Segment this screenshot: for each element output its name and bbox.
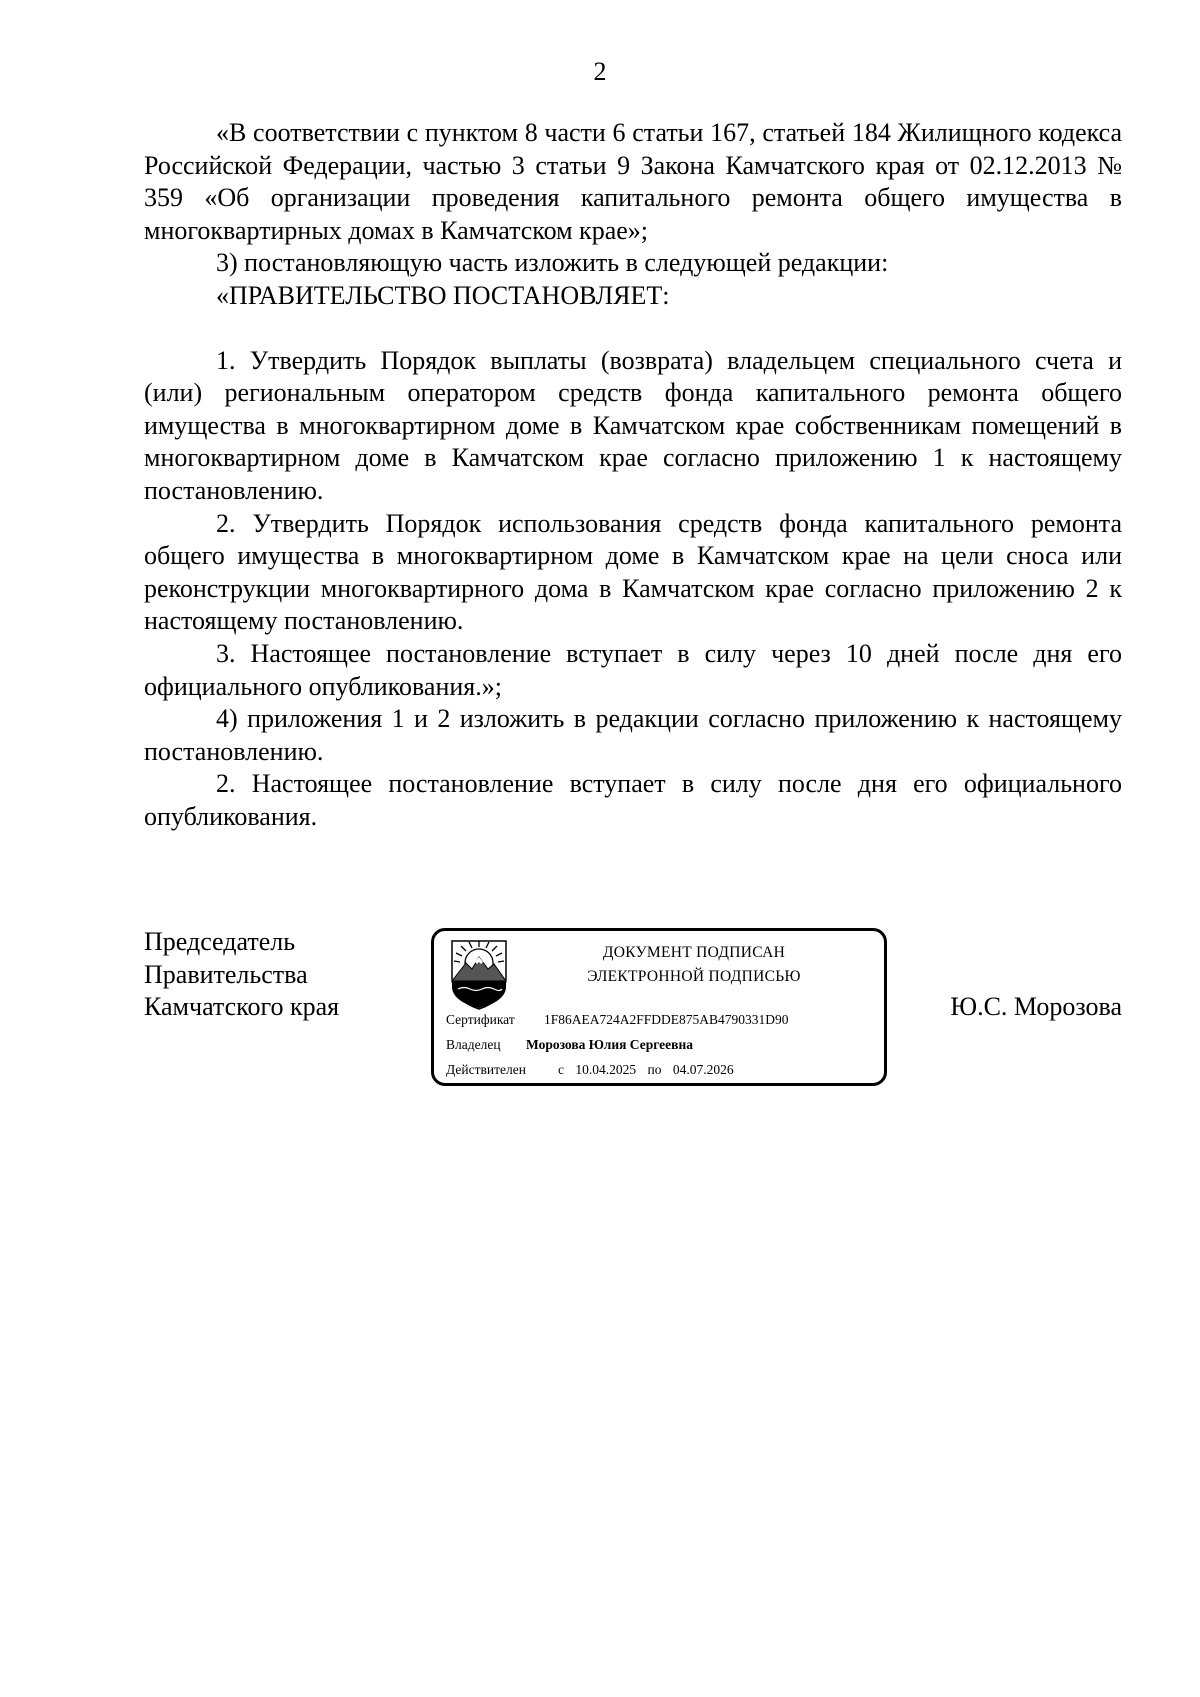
owner-value: Морозова Юлия Сергеевна — [526, 1037, 693, 1052]
signer-name: Ю.С. Морозова — [950, 992, 1122, 1021]
paragraph-item-3: 3. Настоящее постановление вступает в силу через 10 дней после дня его официального опубликования.»; — [144, 638, 1122, 701]
document-body — [144, 117, 1122, 833]
signer-position-line: Камчатского края — [144, 992, 340, 1022]
stamp-validity-row — [446, 1061, 734, 1079]
paragraph-resolves: «ПРАВИТЕЛЬСТВО ПОСТАНОВЛЯЕТ: — [216, 280, 670, 310]
valid-label: Действителен — [446, 1062, 526, 1077]
paragraph-effective: 2. Настоящее постановление вступает в силу после дня его официального опубликования. — [144, 769, 1122, 831]
stamp-certificate-row — [446, 1011, 789, 1029]
paragraph-amendment-3: 3) постановляющую часть изложить в следующей редакции: — [216, 248, 889, 278]
electronic-signature-stamp — [431, 928, 887, 1086]
stamp-title — [524, 941, 864, 989]
kamchatka-coat-of-arms-icon — [448, 937, 510, 1011]
stamp-title-line: ДОКУМЕНТ ПОДПИСАН — [602, 944, 786, 961]
valid-from-date: 10.04.2025 — [575, 1062, 637, 1077]
paragraph-item-2: 2. Утвердить Порядок использования средств фонда капитального ремонта общего имущества в многоквартирном доме в Камчатском крае на цели сноса или реконструкции многоквартирного дома в Камчатском крае согласно приложению 2 к настоящему постановлению. — [144, 508, 1122, 636]
owner-label: Владелец — [446, 1037, 501, 1052]
stamp-owner-row — [446, 1036, 693, 1054]
page-number: 2 — [593, 57, 607, 86]
stamp-title-line: ЭЛЕКТРОННОЙ ПОДПИСЬЮ — [587, 968, 801, 985]
paragraph-item-1: 1. Утвердить Порядок выплаты (возврата) владельцем специального счета и (или) региональным оператором средств фонда капитального ремонта общего имущества в многоквартирном доме в Камчатском крае собственникам помещений в многоквартирном доме в Камчатском крае согласно приложению 1 к настоящему постановлению. — [144, 345, 1122, 505]
certificate-label: Сертификат — [446, 1012, 515, 1027]
paragraph-preamble: «В соответствии с пунктом 8 части 6 статьи 167, статьей 184 Жилищного кодекса Российской Федерации, частью 3 статьи 9 Закона Камчатского края от 02.12.2013 № 359 «Об организации проведения капитального ремонта общего имущества в многоквартирных домах в Камчатском крае»; — [144, 118, 1122, 245]
valid-to-date: 04.07.2026 — [672, 1062, 734, 1077]
paragraph-amendment-4: 4) приложения 1 и 2 изложить в редакции согласно приложению к настоящему постановлению. — [144, 704, 1122, 766]
signer-position — [144, 926, 339, 1024]
signer-position-line: Правительства — [144, 959, 308, 989]
signer-position-line: Председатель — [144, 927, 296, 956]
valid-from-prefix: с — [558, 1062, 564, 1077]
valid-to-prefix: по — [647, 1062, 662, 1077]
certificate-value: 1F86AEA724A2FFDDE875AB4790331D90 — [544, 1012, 789, 1027]
